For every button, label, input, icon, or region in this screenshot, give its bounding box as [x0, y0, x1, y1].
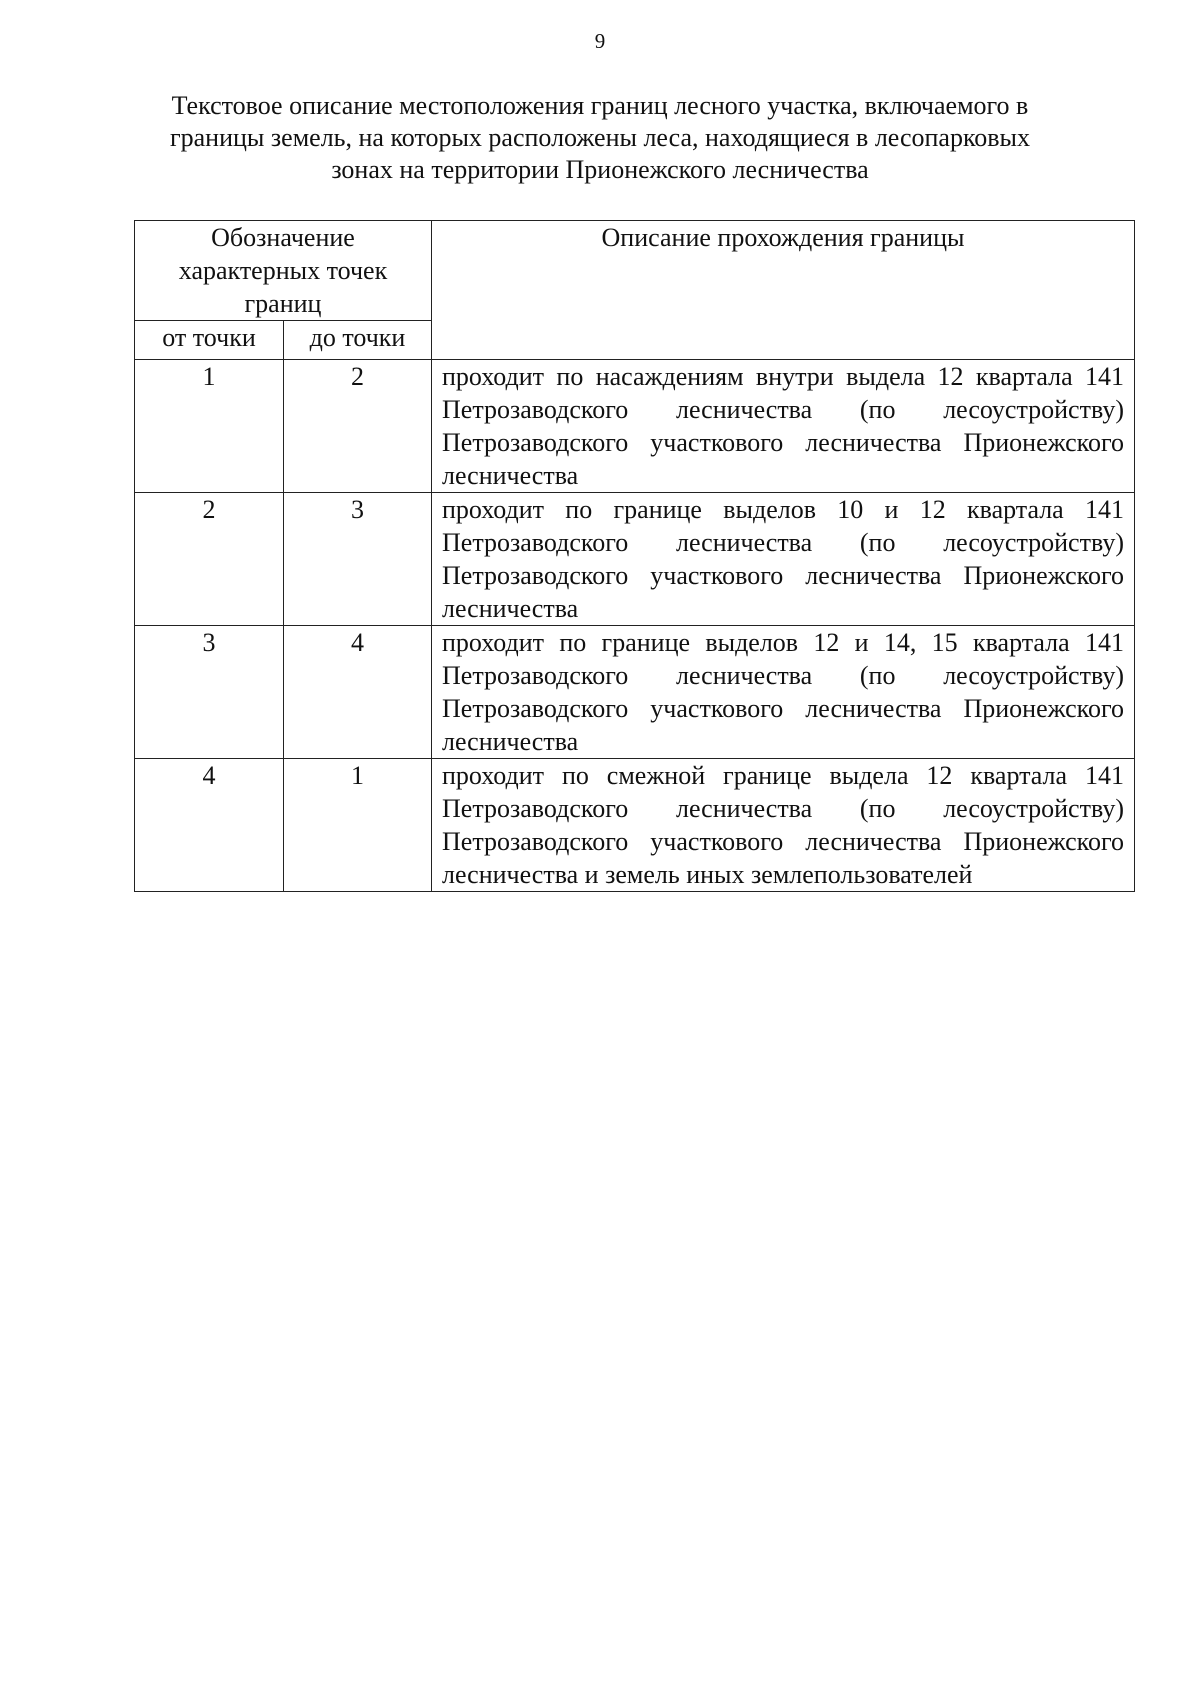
cell-description: проходит по границе выделов 10 и 12 квартала 141 Петрозаводского лесничества (по лесоустройству) Петрозаводского участкового лесничества Прионежского лесничества	[432, 493, 1135, 626]
table-header-row	[135, 221, 1135, 321]
table-row	[135, 626, 1135, 759]
header-from-point: от точки	[135, 321, 284, 360]
cell-from-point: 1	[135, 360, 284, 493]
header-boundary-description: Описание прохождения границы	[432, 221, 1135, 360]
cell-to-point: 3	[284, 493, 432, 626]
header-to-point: до точки	[284, 321, 432, 360]
page-number: 9	[594, 29, 606, 53]
cell-to-point: 2	[284, 360, 432, 493]
document-title: Текстовое описание местоположения границ лесного участка, включаемого в границы земель, на которых расположены леса, находящиеся в лесопарковых зонах на территории Прионежского лесничества	[169, 91, 1031, 184]
cell-to-point: 4	[284, 626, 432, 759]
table-row	[135, 759, 1135, 892]
cell-from-point: 3	[135, 626, 284, 759]
cell-description: проходит по насаждениям внутри выдела 12 квартала 141 Петрозаводского лесничества (по лесоустройству) Петрозаводского участкового лесничества Прионежского лесничества	[432, 360, 1135, 493]
table-row	[135, 493, 1135, 626]
cell-to-point: 1	[284, 759, 432, 892]
cell-from-point: 2	[135, 493, 284, 626]
cell-description: проходит по границе выделов 12 и 14, 15 квартала 141 Петрозаводского лесничества (по лесоустройству) Петрозаводского участкового лесничества Прионежского лесничества	[432, 626, 1135, 759]
cell-description: проходит по смежной границе выдела 12 квартала 141 Петрозаводского лесничества (по лесоустройству) Петрозаводского участкового лесничества Прионежского лесничества и земель иных землепользователей	[432, 759, 1135, 892]
cell-from-point: 4	[135, 759, 284, 892]
table-row	[135, 360, 1135, 493]
header-points-designation: Обозначение характерных точек границ	[135, 221, 432, 321]
boundary-description-table	[134, 220, 1135, 892]
